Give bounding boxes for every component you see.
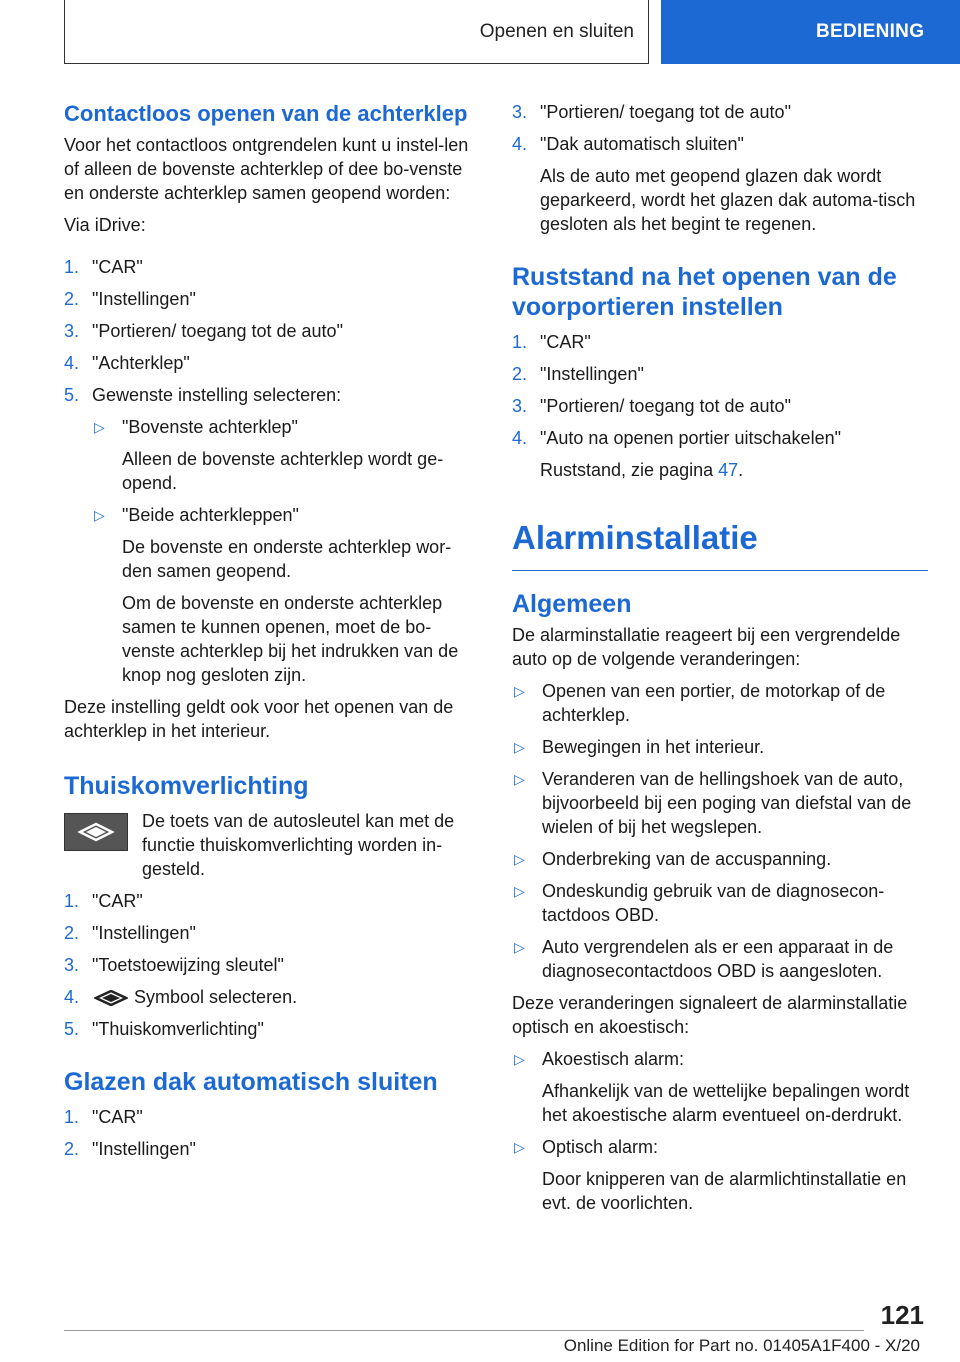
header-chapter-title: BEDIENING bbox=[816, 21, 925, 42]
list-item: 1. "CAR" bbox=[64, 257, 143, 277]
bullet-icon: ▷ bbox=[514, 883, 525, 899]
list-item: 1. "CAR" bbox=[64, 891, 143, 911]
list-item: 4. "Dak automatisch sluiten" bbox=[512, 134, 744, 154]
list-item: 2. "Instellingen" bbox=[512, 364, 644, 384]
header-section-box bbox=[64, 0, 649, 64]
footer-edition: Online Edition for Part no. 01405A1F400 - X/20 bbox=[563, 1336, 920, 1355]
step-note: Als de auto met geopend glazen dak wordt geparkeerd, wordt het glazen dak automa-tisch gesloten als het begint te regenen. bbox=[540, 166, 916, 234]
list-item: 2. "Instellingen" bbox=[64, 289, 196, 309]
page-number: 121 bbox=[880, 1300, 924, 1330]
list-item: 3. "Portieren/ toegang tot de auto" bbox=[512, 396, 791, 416]
bullet-item: ▷ Openen van een portier, de motorkap of de achterklep. bbox=[514, 681, 886, 725]
list-item: 2. "Instellingen" bbox=[64, 1139, 196, 1159]
list-item: 4. "Auto na openen portier uitschakelen" bbox=[512, 428, 841, 448]
list-item: 1. "CAR" bbox=[64, 1107, 143, 1127]
bullet-note: Om de bovenste en onderste achterklep samen te kunnen openen, moet de bo-venste achterklep bij het indrukken van de knop nog gesloten zijn. bbox=[122, 593, 459, 685]
bullet-icon: ▷ bbox=[514, 939, 525, 955]
list-item: 3. "Toetstoewijzing sleutel" bbox=[64, 955, 284, 975]
bullet-item: ▷ Onderbreking van de accuspanning. bbox=[514, 849, 832, 869]
bullet-icon: ▷ bbox=[514, 771, 525, 787]
bullet-icon: ▷ bbox=[514, 1139, 525, 1155]
list-item: 4. Symbool selecteren. bbox=[64, 987, 298, 1007]
chapter-title-alarminstallatie: Alarminstallatie bbox=[512, 518, 928, 571]
bullet-icon: ▷ bbox=[514, 851, 525, 867]
bullet-description: Afhankelijk van de wettelijke bepalingen wordt het akoestische alarm eventueel on-derdrukt. bbox=[542, 1081, 910, 1125]
list-item: 5. Gewenste instelling selecteren: bbox=[64, 385, 342, 405]
bullet-icon: ▷ bbox=[94, 507, 105, 523]
paragraph: Deze instelling geldt ook voor het openen van de achterklep in het interieur. bbox=[64, 697, 454, 741]
bullet-description: Door knipperen van de alarmlichtinstallatie en evt. de voorlichten. bbox=[542, 1169, 907, 1213]
list-item: 3. "Portieren/ toegang tot de auto" bbox=[512, 102, 791, 122]
section-title-thuiskomverlichting: Thuiskomverlichting bbox=[64, 772, 309, 800]
bullet-icon: ▷ bbox=[514, 683, 525, 699]
bullet-icon: ▷ bbox=[94, 419, 105, 435]
section-title-ruststand: Ruststand na het openen van de voorportieren instellen bbox=[512, 263, 897, 321]
page-link[interactable]: 47 bbox=[718, 460, 739, 480]
bullet-item: ▷ Veranderen van de hellingshoek van de auto, bijvoorbeeld bij een poging van diefstal van de wielen of bij het wegslepen. bbox=[514, 769, 912, 837]
right-column bbox=[512, 100, 928, 1223]
bullet-item: ▷ Optisch alarm: bbox=[514, 1137, 659, 1157]
bullet-item: ▷ Bewegingen in het interieur. bbox=[514, 737, 765, 757]
paragraph: Deze veranderingen signaleert de alarminstallatie optisch en akoestisch: bbox=[512, 993, 908, 1037]
list-item: 3. "Portieren/ toegang tot de auto" bbox=[64, 321, 343, 341]
list-item: 1. "CAR" bbox=[512, 332, 591, 352]
diamond-arrows-icon bbox=[94, 990, 128, 1006]
paragraph: Via iDrive: bbox=[64, 215, 146, 235]
section-title-algemeen: Algemeen bbox=[512, 590, 632, 618]
section-title-glazen-dak: Glazen dak automatisch sluiten bbox=[64, 1068, 438, 1096]
header-section-title: Openen en sluiten bbox=[479, 20, 634, 42]
key-intro: De toets van de autosleutel kan met de functie thuiskomverlichting worden in-gesteld. bbox=[64, 809, 480, 881]
diamond-arrows-icon bbox=[64, 813, 128, 851]
bullet-item: ▷ Ondeskundig gebruik van de diagnosecon-tactdoos OBD. bbox=[514, 881, 885, 925]
footer-divider bbox=[64, 1330, 864, 1331]
page-reference: Ruststand, zie pagina 47. bbox=[540, 460, 744, 480]
bullet-icon: ▷ bbox=[514, 739, 525, 755]
bullet-description: De bovenste en onderste achterklep wor-den samen geopend. bbox=[122, 537, 452, 581]
left-column bbox=[64, 100, 480, 1169]
bullet-item: ▷ Auto vergrendelen als er een apparaat in de diagnosecontactdoos OBD is aangesloten. bbox=[514, 937, 894, 981]
header-chapter-tab bbox=[661, 0, 960, 64]
list-item: 4. "Achterklep" bbox=[64, 353, 190, 373]
list-item: 2. "Instellingen" bbox=[64, 923, 196, 943]
bullet-item: ▷ "Bovenste achterklep" bbox=[94, 417, 298, 437]
bullet-icon: ▷ bbox=[514, 1051, 525, 1067]
paragraph: De alarminstallatie reageert bij een vergrendelde auto op de volgende veranderingen: bbox=[512, 625, 901, 669]
paragraph: Voor het contactloos ontgrendelen kunt u instel-len of alleen de bovenste achterklep of dee bo-venste en onderste achterklep samen geopend worden: bbox=[64, 135, 469, 203]
bullet-description: Alleen de bovenste achterklep wordt ge-opend. bbox=[122, 449, 444, 493]
section-title-contactloos: Contactloos openen van de achterklep bbox=[64, 101, 468, 126]
bullet-item: ▷ Akoestisch alarm: bbox=[514, 1049, 685, 1069]
bullet-item: ▷ "Beide achterkleppen" bbox=[94, 505, 299, 525]
list-item: 5. "Thuiskomverlichting" bbox=[64, 1019, 264, 1039]
